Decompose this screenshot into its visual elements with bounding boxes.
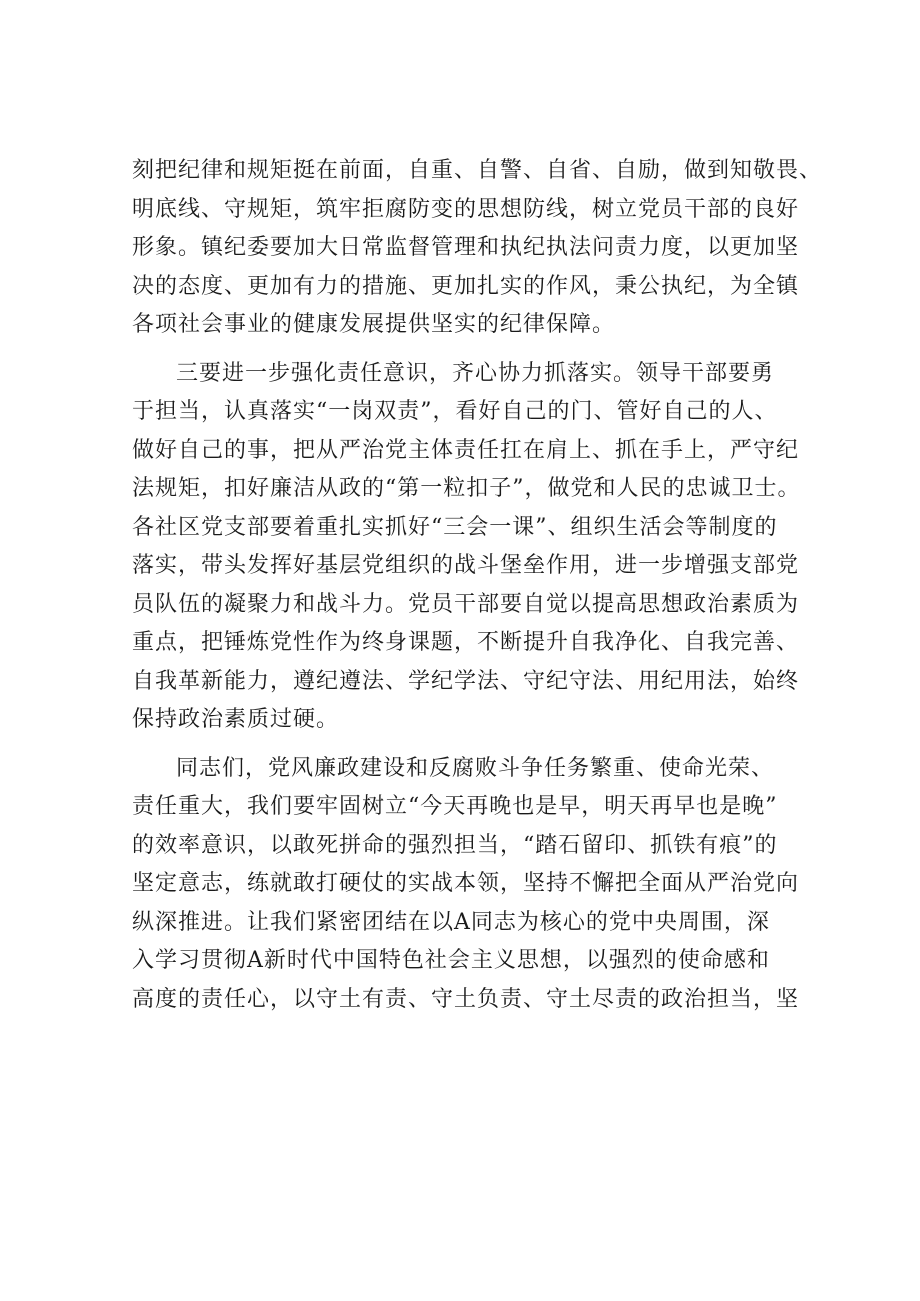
text-line: 纵深推进。让我们紧密团结在以A同志为核心的党中央周围，深 (132, 909, 770, 935)
text-line: 坚定意志，练就敢打硬仗的实战本领，坚持不懈把全面从严治党向 (132, 871, 800, 896)
text-line: 重点，把锤炼党性作为终身课题，不断提升自我净化、自我完善、 (132, 630, 800, 655)
text-line: 明底线、守规矩，筑牢拒腐防变的思想防线，树立党员干部的良好 (132, 196, 800, 222)
text-line: 的效率意识，以敢死拼命的强烈担当，“踏石留印、抓铁有痕”的 (132, 832, 778, 858)
paragraph-1 (132, 152, 832, 345)
text-line: 做好自己的事，把从严治党主体责任扛在肩上、抓在手上，严守纪 (132, 437, 800, 463)
paragraph-3 (132, 750, 832, 1020)
text-line: 高度的责任心，以守土有责、守土负责、守土尽责的政治担当，坚 (132, 986, 800, 1012)
text-line: 形象。镇纪委要加大日常监督管理和执纪执法问责力度，以更加坚 (132, 235, 800, 260)
text-line: 落实，带头发挥好基层党组织的战斗堡垒作用，进一步增强支部党 (132, 553, 800, 578)
paragraph-gap (132, 740, 832, 750)
text-line: 自我革新能力，遵纪遵法、学纪学法、守纪守法、用纪用法，始终 (132, 668, 800, 694)
text-line: 三要进一步强化责任意识，齐心协力抓落实。领导干部要勇 (176, 360, 775, 386)
text-line: 入学习贯彻A新时代中国特色社会主义思想，以强烈的使命感和 (132, 948, 770, 973)
document-body (132, 152, 832, 1019)
text-line: 员队伍的凝聚力和战斗力。党员干部要自觉以提高思想政治素质为 (132, 591, 800, 617)
text-line: 各项社会事业的健康发展提供坚实的纪律保障。 (132, 312, 616, 337)
text-line: 同志们，党风廉政建设和反腐败斗争任务繁重、使命光荣、 (176, 755, 775, 781)
paragraph-2 (132, 355, 832, 740)
text-line: 保持政治素质过硬。 (132, 707, 340, 732)
text-line: 法规矩，扣好廉洁从政的“第一粒扣子”，做党和人民的忠诚卫士。 (132, 476, 801, 501)
text-line: 各社区党支部要着重扎实抓好“三会一课”、组织生活会等制度的 (132, 514, 778, 540)
text-line: 于担当，认真落实“一岗双责”，看好自己的门、管好自己的人、 (132, 399, 778, 424)
text-line: 刻把纪律和规矩挺在前面，自重、自警、自省、自励，做到知敬畏、 (132, 158, 823, 183)
text-line: 责任重大，我们要牢固树立“今天再晚也是早，明天再早也是晚” (132, 794, 778, 819)
paragraph-gap (132, 345, 832, 355)
text-line: 决的态度、更加有力的措施、更加扎实的作风，秉公执纪，为全镇 (132, 273, 800, 299)
